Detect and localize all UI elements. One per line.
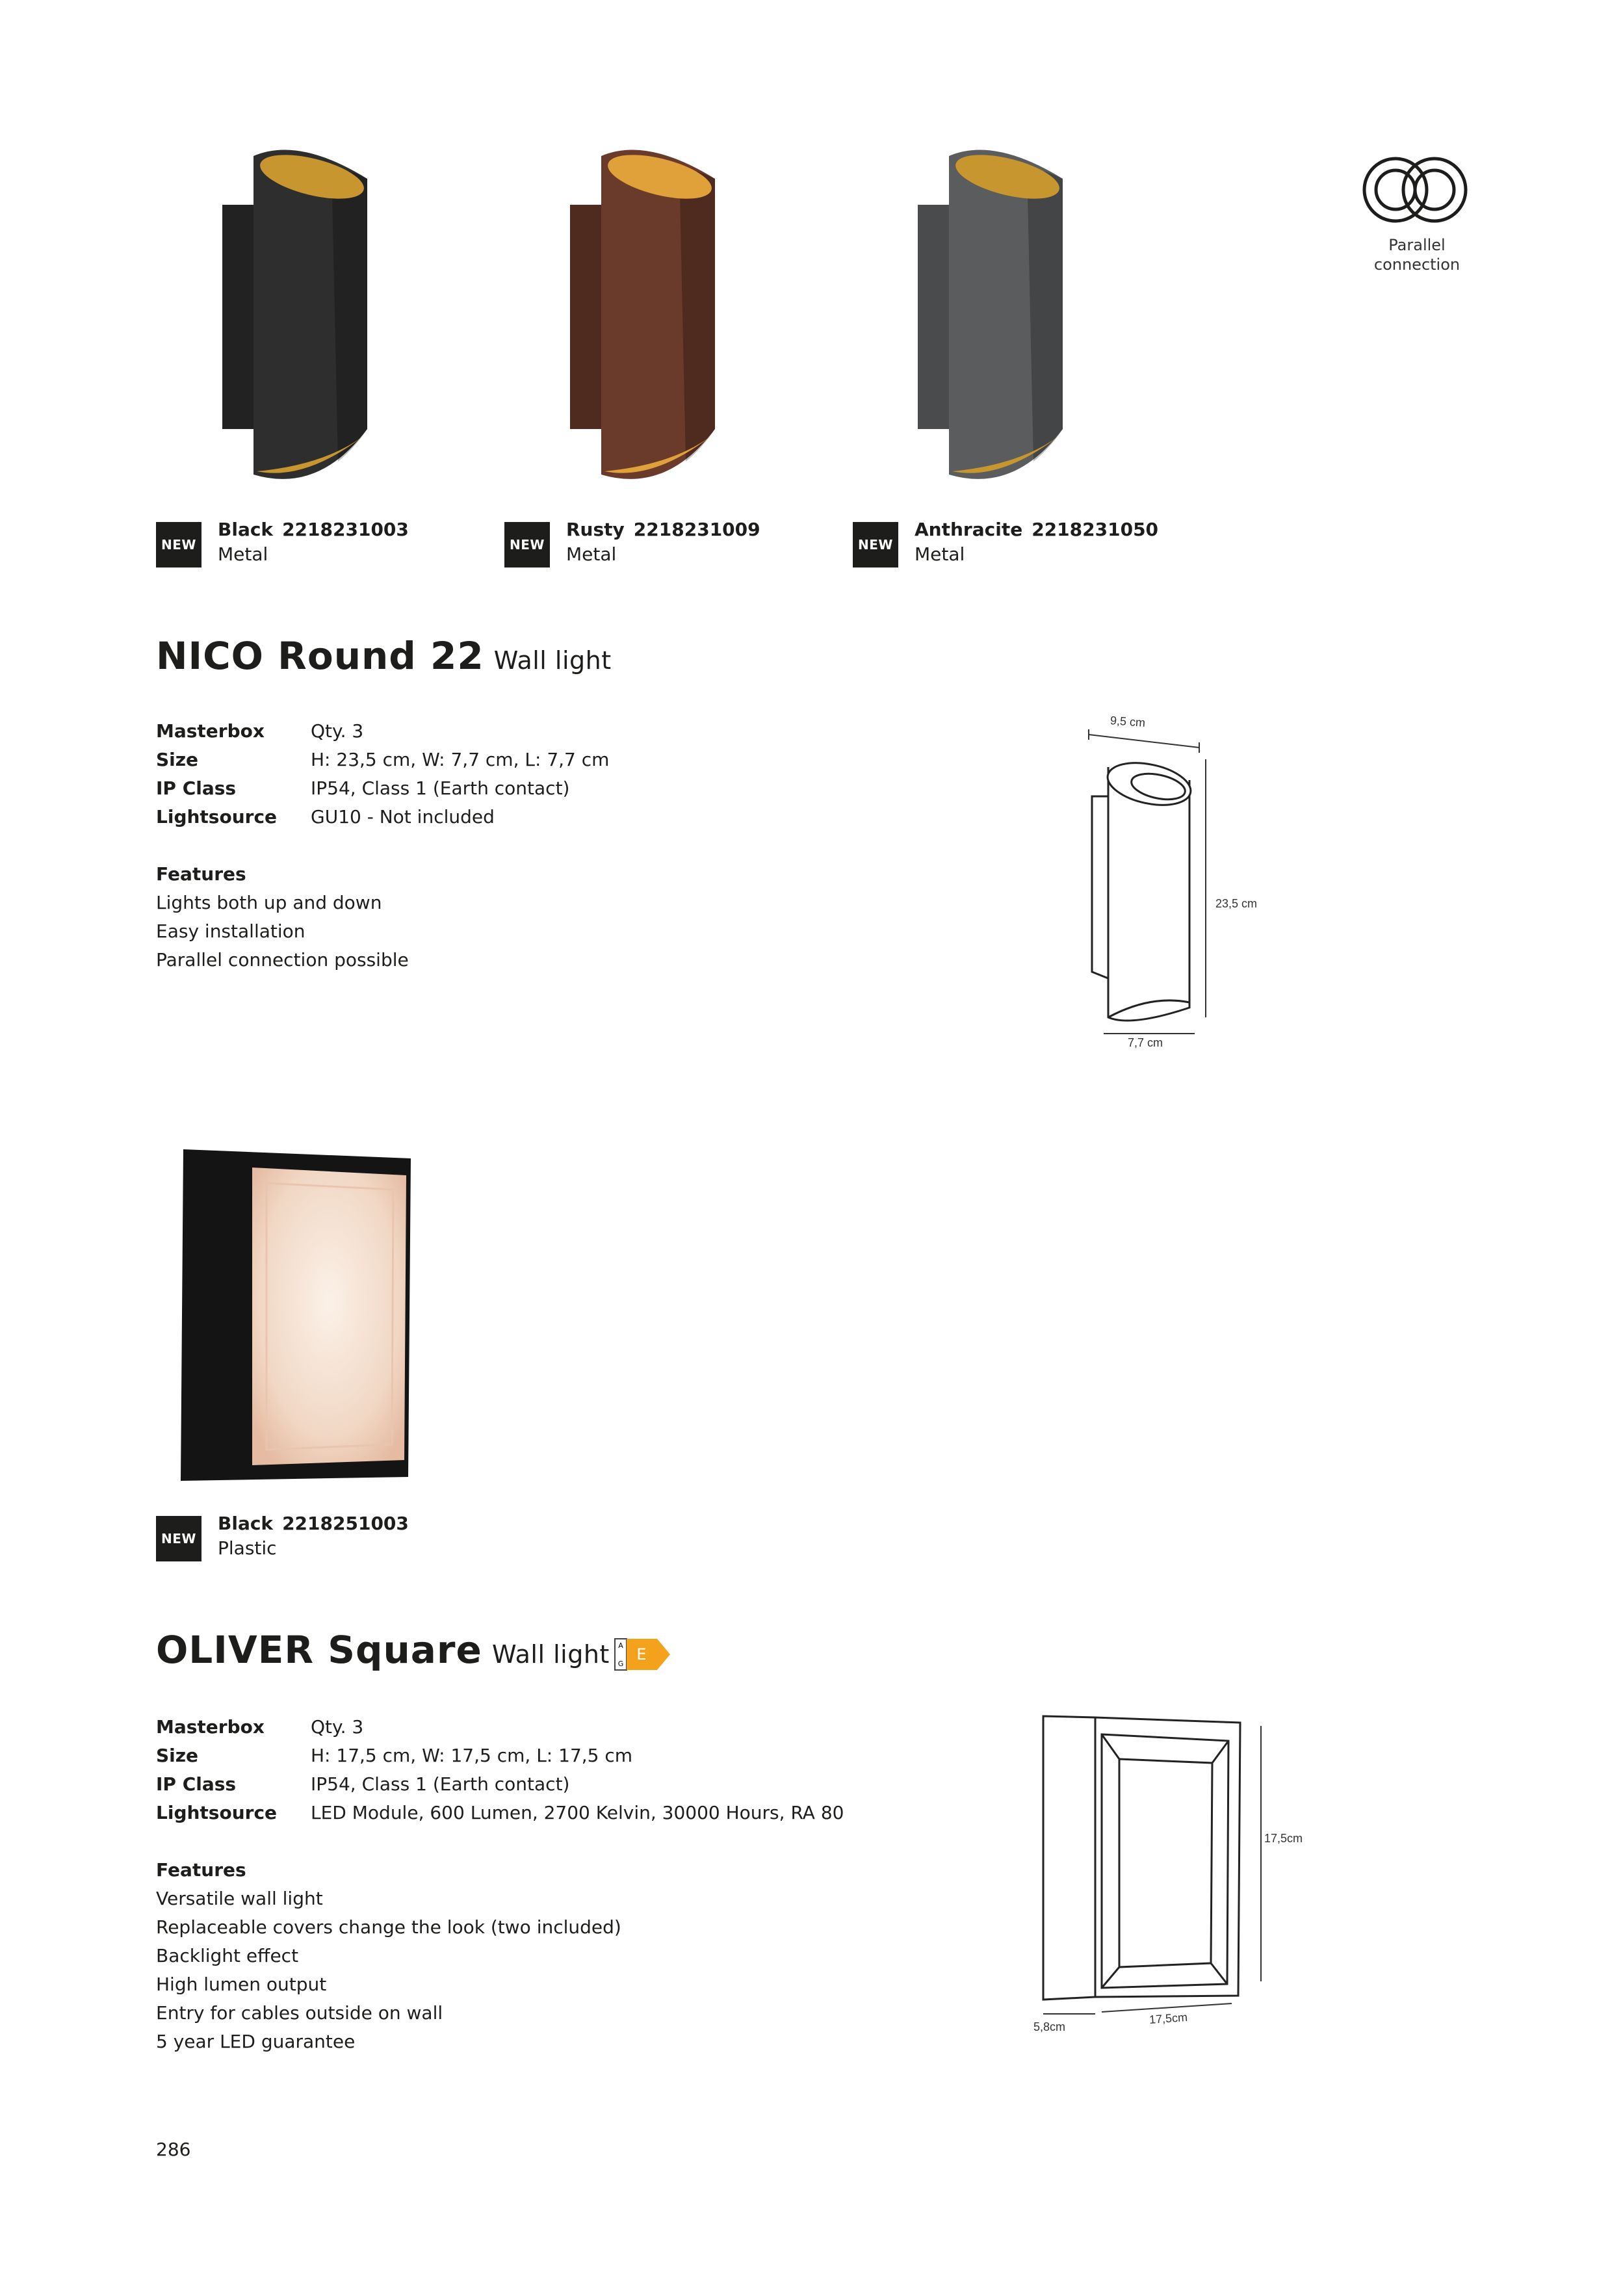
feature-item: 5 year LED guarantee (156, 2031, 356, 2052)
features-heading: Features (156, 863, 246, 885)
spec-value: H: 17,5 cm, W: 17,5 cm, L: 17,5 cm (311, 1745, 633, 1766)
dimension-label-bottom: 7,7 cm (1128, 1036, 1163, 1049)
page-number: 286 (156, 2139, 191, 2160)
nico-dimension-drawing (1072, 722, 1280, 1060)
dimension-label-height: 23,5 cm (1215, 897, 1258, 910)
diffuser (252, 1168, 406, 1465)
spec-label: Lightsource (156, 1802, 278, 1823)
new-badge: NEW (504, 522, 550, 567)
new-badge: NEW (853, 522, 898, 567)
dimension-label-top: 9,5 cm (1110, 714, 1146, 729)
spec-value: LED Module, 600 Lumen, 2700 Kelvin, 30000 Hours, RA 80 (311, 1802, 844, 1823)
variant-color-code: Black 2218231003 (218, 519, 409, 540)
variant-material: Metal (218, 543, 268, 565)
feature-item: Entry for cables outside on wall (156, 2002, 443, 2024)
spec-label: Size (156, 1745, 199, 1766)
nico-photo-anthracite (903, 143, 1072, 494)
spec-value: H: 23,5 cm, W: 7,7 cm, L: 7,7 cm (311, 749, 610, 770)
parallel-connection-icon (1362, 153, 1472, 228)
spec-value: Qty. 3 (311, 720, 364, 742)
feature-item: High lumen output (156, 1974, 327, 1995)
spec-label: IP Class (156, 777, 237, 799)
spec-value: IP54, Class 1 (Earth contact) (311, 1773, 570, 1795)
feature-item: Backlight effect (156, 1945, 299, 1966)
product-type: Wall light (493, 646, 612, 675)
new-badge: NEW (156, 1516, 201, 1561)
variant-material: Metal (566, 543, 617, 565)
feature-item: Versatile wall light (156, 1888, 323, 1909)
variant-material: Plastic (218, 1537, 277, 1559)
dimension-label-width: 17,5cm (1149, 2010, 1188, 2027)
oliver-photo-black (175, 1144, 422, 1482)
spec-value: GU10 - Not included (311, 806, 495, 828)
dimension-label-height: 17,5cm (1264, 1832, 1303, 1845)
nico-photo-black (208, 143, 377, 494)
spec-label: IP Class (156, 1773, 237, 1795)
svg-text:E: E (636, 1645, 647, 1663)
product-name: NICO Round 22 (156, 634, 484, 678)
nico-photo-rusty (556, 143, 725, 494)
feature-item: Easy installation (156, 920, 305, 942)
oliver-product-title (156, 1628, 610, 1672)
spec-label: Masterbox (156, 720, 265, 742)
nico-product-title (156, 634, 612, 678)
spec-label: Lightsource (156, 806, 278, 828)
energy-label-icon (614, 1637, 671, 1672)
product-name: OLIVER Square (156, 1628, 482, 1672)
variant-color-code: Black 2218251003 (218, 1513, 409, 1534)
spec-value: Qty. 3 (311, 1716, 364, 1738)
oliver-dimension-drawing (1033, 1703, 1280, 2041)
spec-label: Size (156, 749, 199, 770)
svg-text:G: G (617, 1660, 624, 1668)
variant-color-code: Rusty 2218231009 (566, 519, 760, 540)
variant-color-code: Anthracite 2218231050 (915, 519, 1159, 540)
new-badge: NEW (156, 522, 201, 567)
svg-text:A: A (618, 1641, 623, 1650)
parallel-connection-caption: Parallel connection (1373, 236, 1461, 274)
feature-item: Lights both up and down (156, 892, 382, 913)
variant-material: Metal (915, 543, 965, 565)
energy-class-arrow (627, 1639, 670, 1670)
spec-label: Masterbox (156, 1716, 265, 1738)
dimension-label-depth: 5,8cm (1033, 2020, 1066, 2033)
feature-item: Replaceable covers change the look (two included) (156, 1916, 621, 1938)
spec-value: IP54, Class 1 (Earth contact) (311, 777, 570, 799)
product-type: Wall light (491, 1640, 610, 1669)
features-heading: Features (156, 1859, 246, 1881)
feature-item: Parallel connection possible (156, 949, 409, 971)
